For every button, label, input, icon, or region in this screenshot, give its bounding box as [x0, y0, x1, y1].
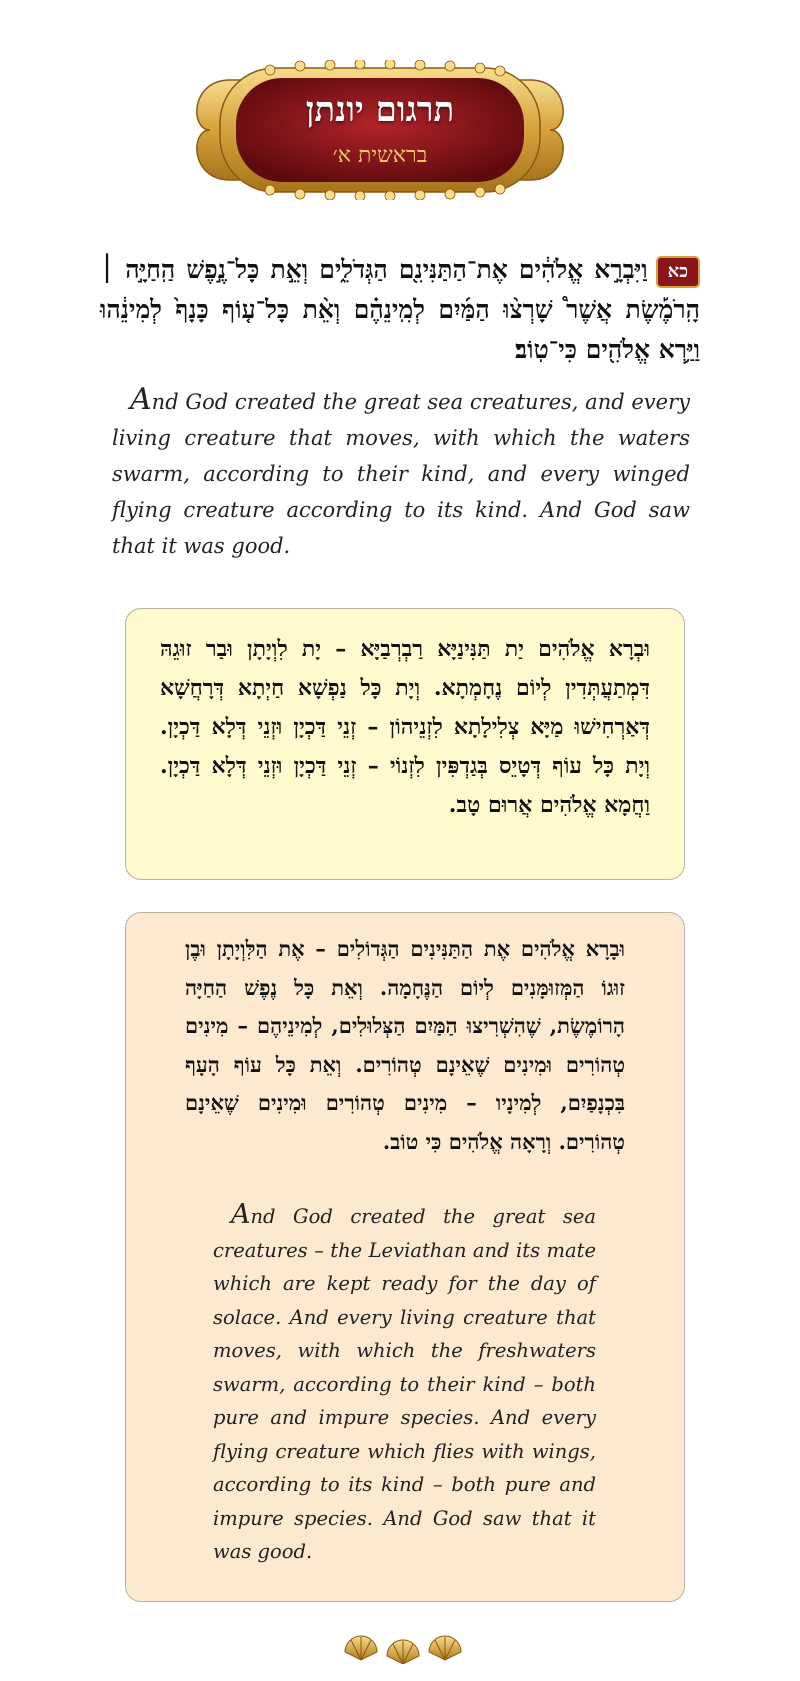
footer-ornament: [340, 1628, 470, 1664]
targum-english-translation: [213, 1198, 596, 1569]
targum-translation-text: nd God created the great sea creatures – the Leviathan and its mate which are kept ready for the day of solace. And every living creature that moves, with which the freshwaters swarm, according to their kind – both pure and impure species. And every flying creature which flies with wings, according to its kind – both pure and impure species. And God saw that it was good.: [213, 1205, 596, 1563]
verse-number-badge: כא: [656, 256, 700, 288]
translation-text: nd God created the great sea creatures, and every living creature that moves, with which the waters swarm, according to their kind, and every winged flying creature according to its kind. And God saw that it was good.: [112, 390, 690, 558]
shell-icon: [345, 1636, 377, 1660]
title-banner: [190, 60, 570, 200]
targum-aramaic-text: וּבְרָא אֱלֹהִים יַת תַּנִּינַיָּא רַבְרְבַיָּא – יָת לִוְיָתָן וּבַר זוּגֵהּ דִּמְתַעֲתְּדִין לְיוֹם נֶחָמְתָא. וְיָת כָּל נַפְשָׁא חַיְתָא דְּרָחֲשָׁא דְּאַרְחִישׁוּ מַיָּא צְלִילָתָא לִזְנֵיהוֹן – זְנֵי דַּכְיָן וּזְנֵי דְּלָא דַּכְיָן. וְיָת כָּל עוֹף דְּטָיֵס בְּגַדְפִּין לִזְנוֹי – זְנֵי דַּכְיָן וּזְנֵי דְּלָא דַּכְיָן. וַחֲמָא אֱלֹהִים אֲרוּם טָב.: [160, 636, 650, 818]
verse-hebrew: [100, 250, 700, 370]
shell-icons: [340, 1628, 470, 1664]
verse-translation: [112, 382, 690, 564]
scroll-ornament: [190, 60, 570, 200]
banner-title: תרגום יונתן: [305, 90, 455, 130]
dropcap: A: [130, 382, 152, 417]
shell-icon: [429, 1636, 461, 1660]
shell-icon: [387, 1640, 419, 1664]
verse-text: וַיִּבְרָ֣א אֱלֹהִ֔ים אֶת־הַתַּנִּינִ֖ם הַגְּדֹלִ֑ים וְאֵ֣ת כָּל־נֶ֣פֶשׁ הַֽחַיָּ֣ה ׀ הָֽרֹמֶ֡שֶׂת אֲשֶׁר֩ שָׁרְצ֨וּ הַמַּ֜יִם לְמִֽינֵהֶ֗ם וְאֵ֨ת כָּל־ע֤וֹף כָּנָף֙ לְמִינֵ֔הוּ וַיַּ֥רְא אֱלֹהִ֖ים כִּי־טֽוֹב׃: [100, 255, 700, 364]
dropcap: A: [231, 1199, 251, 1230]
banner-subtitle: בראשית א׳: [332, 143, 428, 168]
targum-hebrew-text: וּבָרָא אֱלֹהִים אֶת הַתַּנִּינִים הַגְּדוֹלִים – אֶת הַלִּוְיָתָן וּבֶן זוּגוֹ הַמְּזוּמָּנִים לְיוֹם הַנֶּחָמָה. וְאֵת כָּל נֶפֶשׁ הַחַיָּה הָרוֹמֶשֶׂת, שֶׁהִשְׁרִיצוּ הַמַּיִם הַצְּלוּלִים, לְמִינֵיהֶם – מִינִים טְהוֹרִים וּמִינִים שֶׁאֵינָם טְהוֹרִים. וְאֵת כָּל עוֹף הָעָף בִּכְנָפַיִם, לְמִינָיו – מִינִים טְהוֹרִים וּמִינִים שֶׁאֵינָם טְהוֹרִים. וְרָאָה אֱלֹהִים כִּי טוֹב.: [185, 936, 625, 1154]
